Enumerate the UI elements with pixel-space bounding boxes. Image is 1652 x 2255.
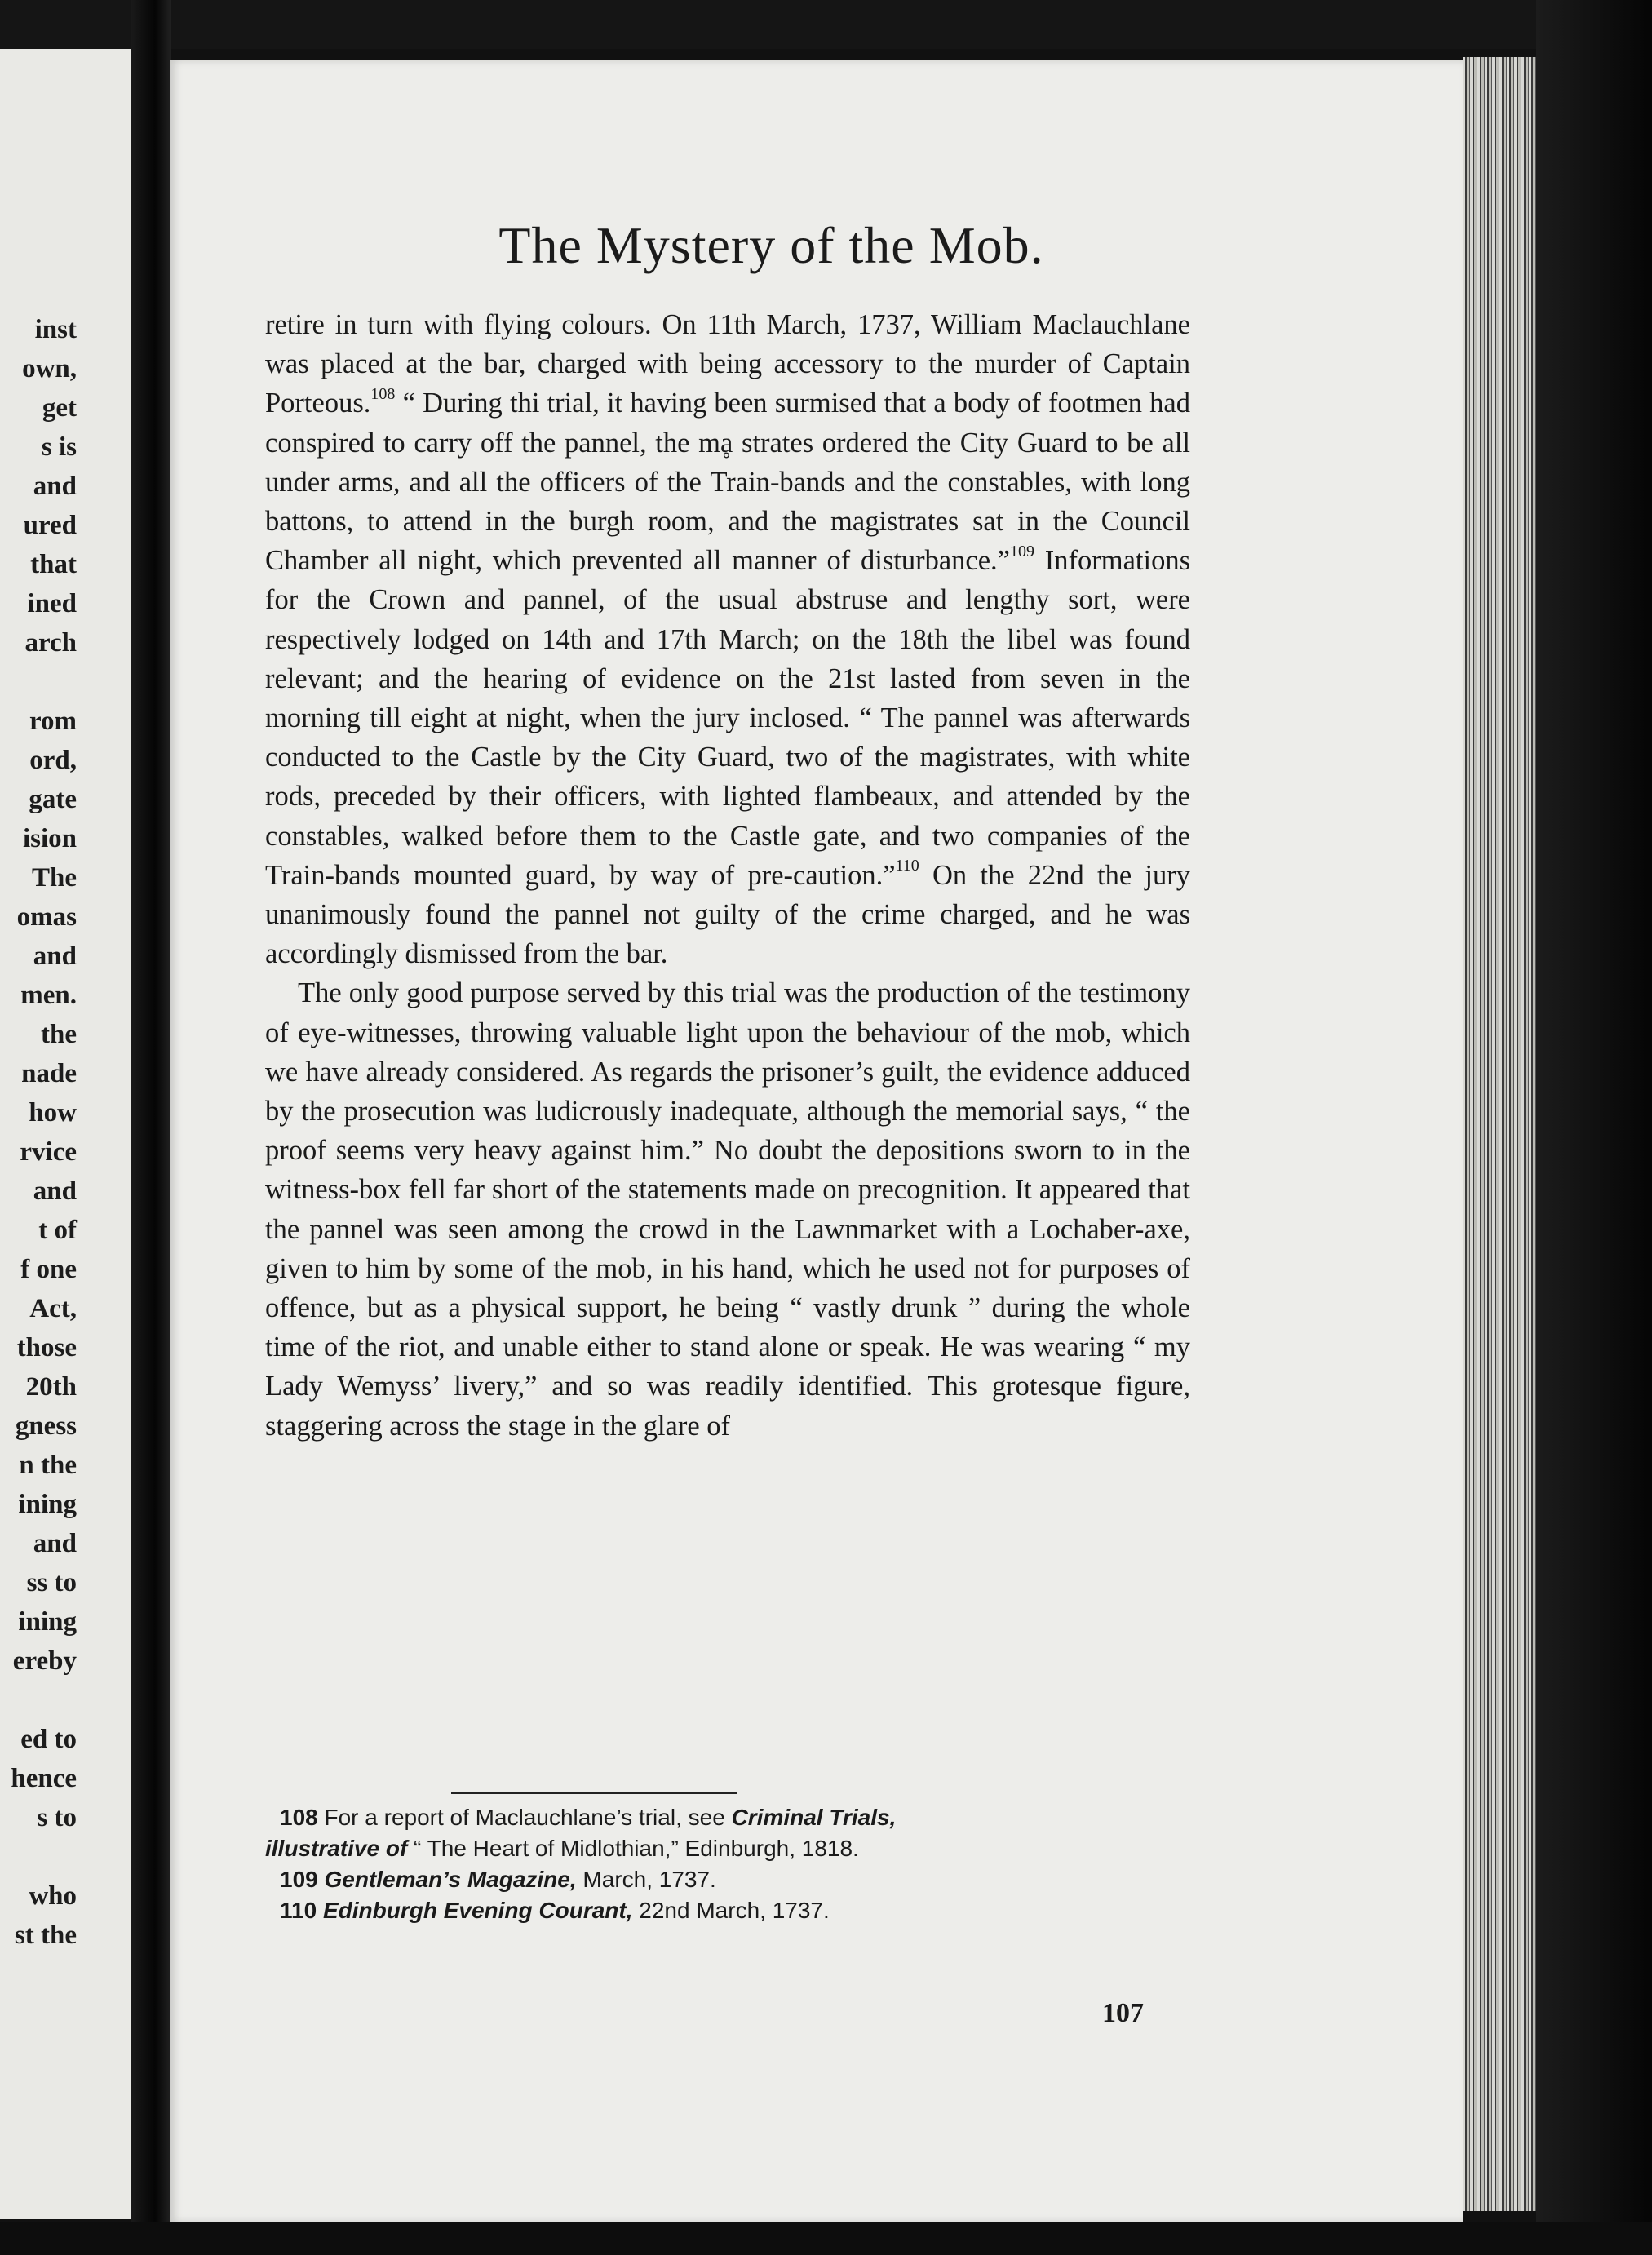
footnote-109 — [265, 1864, 1195, 1895]
previous-page-line: Act, — [29, 1294, 77, 1323]
previous-page-line: gness — [15, 1411, 77, 1441]
previous-page-line: n the — [19, 1451, 77, 1480]
previous-page-edge — [0, 49, 137, 2219]
previous-page-line: gate — [29, 785, 77, 814]
book-page-edges — [1463, 57, 1536, 2211]
footnote-italic-title: Gentleman’s Magazine, — [324, 1867, 577, 1892]
previous-page-line: t of — [38, 1216, 77, 1245]
previous-page-line: s to — [37, 1803, 77, 1832]
footnote-text: For a report of Maclauchlane’s trial, see — [317, 1805, 732, 1830]
paragraph-1-part-4: On the 22nd the jury unanimously found the pannel not guilty of the crime charged, and he was accordingly dismissed from the bar. — [265, 859, 1190, 970]
scan-bottom-border — [0, 2222, 1652, 2255]
previous-page-line: rvice — [20, 1137, 77, 1167]
footnote-number: 108 — [280, 1805, 318, 1830]
previous-page-line: who — [29, 1881, 77, 1911]
previous-page-line: that — [30, 550, 77, 579]
previous-page-line — [0, 662, 77, 702]
footnote-number: 110 — [280, 1898, 317, 1923]
previous-page-line: ining — [18, 1607, 77, 1637]
previous-page-line: and — [33, 941, 77, 971]
page-title: The Mystery of the Mob. — [498, 216, 1044, 274]
previous-page-line: ord, — [29, 746, 77, 775]
paragraph-1 — [265, 305, 1190, 973]
previous-page-line: rom — [29, 707, 77, 736]
previous-page-line: The — [31, 863, 77, 893]
previous-page-line: ss to — [26, 1568, 77, 1597]
footnote-text: March, 1737. — [576, 1867, 716, 1892]
previous-page-line: f one — [20, 1255, 77, 1284]
paragraph-2: The only good purpose served by this trial was the production of the testimony of eye-witnesses, throwing valuable light upon the behaviour of the mob, which we have already considered. As regards the prisoner’s guilt, the evidence adduced by the prosecution was ludicrously inadequate, although the memorial says, “ the proof seems very heavy against him.” No doubt the depositions sworn to in the witness-box fell far short of the statements made on precognition. It appeared that the pannel was seen among the crowd in the Lawnmarket with a Lochaber-axe, given to him by some of the mob, in his hand, which he used not for purposes of offence, but as a physical support, he being “ vastly drunk ” during the whole time of the riot, and unable either to stand alone or speak. He was wearing “ my Lady Wemyss’ livery,” and so was readily identified. This grotesque figure, staggering across the stage in the glare of — [265, 977, 1190, 1442]
footnote-italic-title: illustrative of — [265, 1836, 408, 1861]
footnote-italic-title: Criminal Trials, — [731, 1805, 897, 1830]
scan-right-border — [1536, 0, 1652, 2255]
previous-page-line: nade — [21, 1059, 77, 1088]
scan-top-border — [0, 0, 1652, 49]
footnote-ref-110: 110 — [895, 857, 919, 875]
previous-page-line: ision — [22, 824, 77, 853]
paragraph-1-part-2: “ During thi trial, it having been surmised that a body of footmen had conspired to carry off the pannel, the mḁ strates ordered the City Guard to be all under arms, and all the officers of the Train-bands and the constables, with long battons, to attend in the burgh room, and the magistrates sat in the Council Chamber all night, which prevented all manner of disturbance.” — [265, 388, 1190, 577]
previous-page-line: and — [33, 472, 77, 501]
footnote-text: 22nd March, 1737. — [632, 1898, 830, 1923]
footnote-text: “ The Heart of Midlothian,” Edinburgh, 1818. — [407, 1836, 859, 1861]
previous-page-line — [0, 1681, 77, 1720]
footnote-ref-109: 109 — [1009, 542, 1034, 560]
footnote-italic-title: Edinburgh Evening Courant, — [322, 1898, 633, 1923]
previous-page-line: 20th — [25, 1372, 77, 1402]
previous-page-line: ed to — [20, 1725, 77, 1754]
previous-page-line: st the — [14, 1921, 77, 1950]
footnote-divider — [451, 1792, 737, 1794]
previous-page-line: ured — [23, 511, 77, 540]
book-gutter — [131, 0, 171, 2255]
previous-page-line: ining — [18, 1490, 77, 1519]
footnotes — [265, 1802, 1195, 1926]
previous-page-line: those — [16, 1333, 77, 1362]
footnote-108-continued — [265, 1833, 1195, 1864]
previous-page-line: arch — [24, 628, 77, 658]
previous-page-line — [0, 1837, 77, 1876]
previous-page-line: hence — [11, 1764, 77, 1793]
previous-page-line: own, — [22, 354, 77, 383]
paragraph-1-part-3: Informations for the Crown and pannel, of the usual abstruse and lengthy sort, were respectively lodged on 14th and 17th March; on the 18th the libel was found relevant; and the hearing of evidence on the 21st lasted from seven in the morning till eight at night, when the jury inclosed. “ The pannel was afterwards conducted to the Castle by the City Guard, two of the magistrates, with white rods, preceded by their officers, with lighted flambeaux, and attended by the constables, walked before them to the Castle gate, and two companies of the Train-bands mounted guard, by way of pre-caution.” — [265, 545, 1190, 891]
previous-page-line: and — [33, 1529, 77, 1558]
footnote-ref-108: 108 — [370, 384, 396, 403]
page-number: 107 — [1102, 1998, 1144, 2028]
previous-page-line: inst — [34, 315, 77, 344]
previous-page-line: s is — [41, 432, 77, 462]
previous-page-line: ined — [27, 589, 77, 618]
previous-page-line: ereby — [12, 1646, 77, 1676]
previous-page-line: how — [29, 1098, 77, 1128]
footnote-108 — [265, 1802, 1195, 1833]
previous-page-text-fragments — [0, 310, 77, 1955]
book-page — [170, 60, 1463, 2222]
body-text — [265, 305, 1190, 1446]
previous-page-line: and — [33, 1176, 77, 1206]
previous-page-line: get — [42, 393, 77, 423]
previous-page-line: omas — [16, 902, 77, 932]
footnote-number: 109 — [280, 1867, 318, 1892]
paragraph-1-part-1: retire in turn with flying colours. On 11th March, 1737, William Maclauchlane was placed at the bar, charged with being accessory to the murder of Captain Porteous. — [265, 309, 1190, 419]
previous-page-line: men. — [20, 981, 77, 1010]
footnote-110 — [265, 1895, 1195, 1926]
previous-page-line: the — [41, 1020, 77, 1049]
